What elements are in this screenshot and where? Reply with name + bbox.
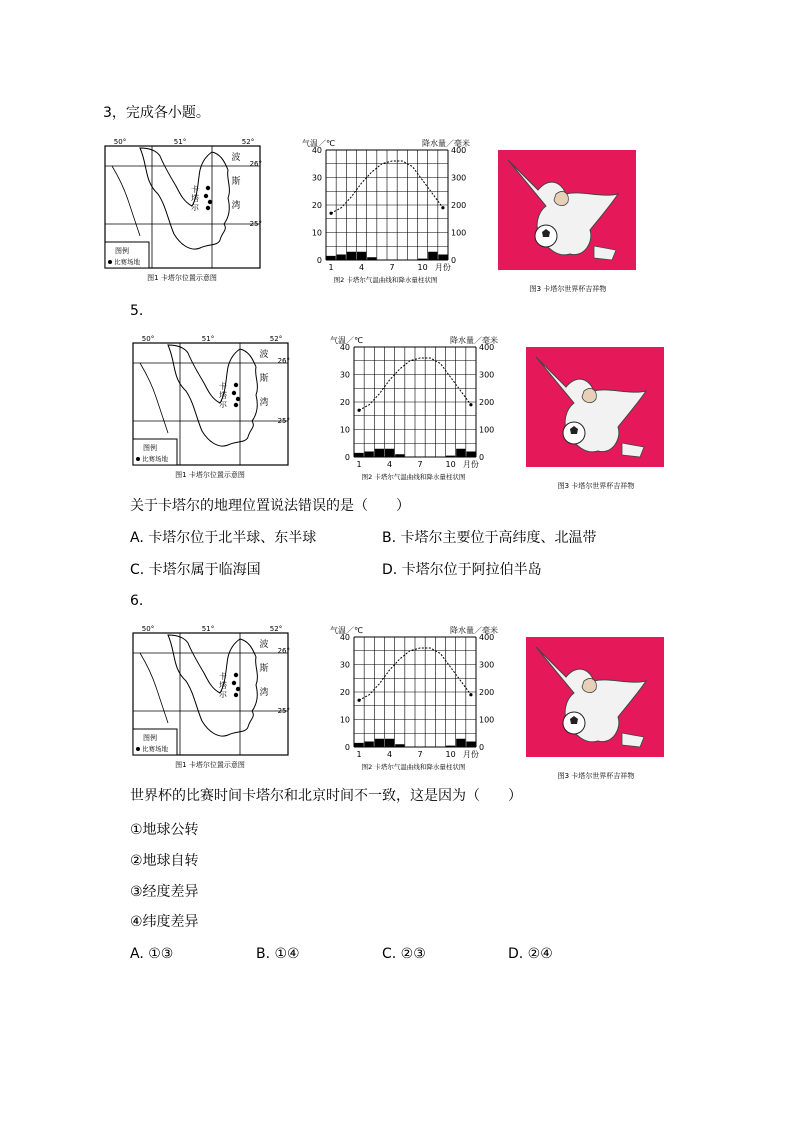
precip-bar bbox=[365, 452, 374, 458]
q6-item-1: ①地球公转 bbox=[130, 822, 199, 838]
chart-svg bbox=[298, 136, 473, 286]
left-tick-label: 40 bbox=[311, 146, 322, 155]
chart-caption: 图2 卡塔尔气温曲线和降水量柱状图 bbox=[333, 276, 438, 284]
right-tick-label: 400 bbox=[479, 633, 495, 642]
legend-dot bbox=[136, 747, 140, 751]
sea-label: 斯 bbox=[259, 374, 269, 384]
precip-bar bbox=[385, 739, 394, 747]
venue-dot bbox=[234, 693, 238, 697]
right-tick-label: 100 bbox=[479, 425, 495, 435]
legend-title: 图例 bbox=[143, 444, 157, 452]
chart-caption: 图2 卡塔尔气温曲线和降水量柱状图 bbox=[361, 763, 466, 771]
mascot-figure bbox=[526, 347, 666, 497]
country-label: 尔 bbox=[219, 400, 227, 409]
question-3-prefix: 3，完成各小题。 bbox=[103, 105, 210, 121]
right-tick-label: 300 bbox=[451, 173, 467, 183]
left-tick-label: 10 bbox=[339, 715, 350, 725]
q6-option-b[interactable]: B. ①④ bbox=[256, 946, 300, 962]
left-tick-label: 20 bbox=[339, 688, 350, 697]
right-tick-label: 0 bbox=[479, 743, 485, 752]
left-axis-title: 气温／℃ bbox=[302, 139, 335, 148]
left-tick-label: 40 bbox=[339, 343, 350, 352]
precip-bar bbox=[466, 452, 475, 458]
latitude-label: 25° bbox=[277, 417, 290, 425]
venue-dot bbox=[232, 681, 236, 685]
temperature-point bbox=[329, 212, 332, 215]
venue-dot bbox=[206, 206, 210, 210]
longitude-label: 52° bbox=[269, 335, 283, 343]
venue-dot bbox=[232, 391, 236, 395]
precip-bar bbox=[428, 252, 437, 260]
precip-bar bbox=[337, 255, 346, 261]
legend-dot bbox=[136, 457, 140, 461]
figure-group-2 bbox=[128, 333, 668, 490]
sea-label: 斯 bbox=[259, 664, 269, 674]
country-label: 卡 bbox=[219, 672, 227, 681]
latitude-label: 26° bbox=[277, 647, 290, 655]
temperature-point bbox=[357, 409, 360, 412]
precip-bar bbox=[355, 453, 364, 457]
legend-title: 图例 bbox=[115, 247, 129, 255]
precip-bar bbox=[418, 259, 427, 260]
mascot-svg bbox=[526, 637, 666, 787]
country-label: 尔 bbox=[191, 203, 199, 212]
x-axis-unit: 月份 bbox=[462, 460, 479, 469]
precip-bar bbox=[357, 252, 366, 260]
question-5-number: 5. bbox=[130, 303, 144, 319]
latitude-label: 25° bbox=[249, 220, 262, 228]
sea-label: 湾 bbox=[259, 688, 269, 698]
latitude-label: 26° bbox=[277, 357, 290, 365]
sea-label: 湾 bbox=[231, 201, 241, 211]
precip-bar bbox=[365, 742, 374, 748]
left-tick-label: 30 bbox=[311, 173, 322, 183]
precip-bar bbox=[327, 256, 336, 260]
chart-caption: 图2 卡塔尔气温曲线和降水量柱状图 bbox=[361, 473, 466, 481]
legend-item: 比赛场地 bbox=[142, 455, 168, 463]
mascot-face bbox=[554, 192, 568, 206]
venue-dot bbox=[206, 186, 210, 190]
venue-dot bbox=[234, 403, 238, 407]
x-tick-label: 1 bbox=[356, 460, 362, 469]
longitude-label: 52° bbox=[269, 625, 283, 633]
left-axis-title: 气温／℃ bbox=[330, 336, 363, 345]
chart-svg bbox=[326, 623, 501, 773]
mascot-caption: 图3 卡塔尔世界杯吉祥物 bbox=[529, 285, 607, 293]
chart-svg bbox=[326, 333, 501, 483]
legend-dot bbox=[108, 260, 112, 264]
q6-item-2: ②地球自转 bbox=[130, 853, 199, 869]
country-label: 尔 bbox=[219, 690, 227, 699]
q5-option-c[interactable]: C. 卡塔尔属于临海国 bbox=[130, 562, 261, 578]
right-axis-title: 降水量／毫米 bbox=[422, 139, 470, 148]
legend-item: 比赛场地 bbox=[142, 745, 168, 753]
climate-chart-figure bbox=[326, 623, 501, 773]
x-tick-label: 10 bbox=[417, 263, 428, 272]
map-caption: 图1 卡塔尔位置示意图 bbox=[175, 761, 245, 769]
longitude-label: 51° bbox=[201, 625, 215, 633]
latitude-label: 26° bbox=[249, 160, 262, 168]
precip-bar bbox=[456, 739, 465, 747]
country-label: 卡 bbox=[219, 382, 227, 391]
figure-group-3 bbox=[128, 623, 668, 780]
mascot-svg bbox=[498, 150, 638, 300]
left-tick-label: 10 bbox=[339, 425, 350, 435]
country-label: 塔 bbox=[219, 681, 227, 690]
map-figure bbox=[128, 623, 293, 773]
x-tick-label: 4 bbox=[359, 263, 365, 272]
right-tick-label: 200 bbox=[451, 201, 467, 210]
longitude-label: 52° bbox=[241, 138, 255, 146]
x-axis-unit: 月份 bbox=[434, 263, 451, 272]
precip-bar bbox=[466, 742, 475, 748]
right-tick-label: 200 bbox=[479, 398, 495, 407]
mascot-caption: 图3 卡塔尔世界杯吉祥物 bbox=[557, 772, 635, 780]
precip-bar bbox=[438, 255, 447, 261]
left-tick-label: 0 bbox=[344, 453, 350, 462]
precip-bar bbox=[375, 449, 384, 457]
longitude-label: 50° bbox=[141, 625, 155, 633]
longitude-label: 50° bbox=[141, 335, 155, 343]
x-tick-label: 1 bbox=[328, 263, 334, 272]
q6-option-c[interactable]: C. ②③ bbox=[382, 946, 426, 962]
question-6-number: 6. bbox=[130, 593, 144, 609]
venue-dot bbox=[234, 383, 238, 387]
right-tick-label: 400 bbox=[479, 343, 495, 352]
left-tick-label: 0 bbox=[344, 743, 350, 752]
x-axis-unit: 月份 bbox=[462, 750, 479, 759]
map-caption: 图1 卡塔尔位置示意图 bbox=[175, 471, 245, 479]
precip-bar bbox=[456, 449, 465, 457]
question-6-stem: 世界杯的比赛时间卡塔尔和北京时间不一致，这是因为（ ） bbox=[130, 788, 522, 804]
mascot-svg bbox=[526, 347, 666, 497]
mascot-caption: 图3 卡塔尔世界杯吉祥物 bbox=[557, 482, 635, 490]
precip-bar bbox=[395, 454, 404, 457]
mascot-figure bbox=[498, 150, 638, 300]
left-tick-label: 20 bbox=[339, 398, 350, 407]
question-5-stem: 关于卡塔尔的地理位置说法错误的是（ ） bbox=[130, 498, 410, 514]
right-tick-label: 300 bbox=[479, 660, 495, 670]
precip-bar bbox=[355, 743, 364, 747]
q5-option-d[interactable]: D. 卡塔尔位于阿拉伯半岛 bbox=[382, 562, 542, 578]
sea-label: 斯 bbox=[231, 177, 241, 187]
climate-chart-figure bbox=[326, 333, 501, 483]
x-tick-label: 4 bbox=[387, 460, 393, 469]
map-svg bbox=[100, 136, 265, 286]
country-label: 塔 bbox=[191, 194, 199, 203]
longitude-label: 50° bbox=[113, 138, 127, 146]
x-tick-label: 7 bbox=[417, 750, 423, 759]
x-tick-label: 7 bbox=[417, 460, 423, 469]
precip-bar bbox=[395, 744, 404, 747]
q5-option-a[interactable]: A. 卡塔尔位于北半球、东半球 bbox=[130, 530, 317, 546]
map-svg bbox=[128, 333, 293, 483]
x-tick-label: 1 bbox=[356, 750, 362, 759]
left-tick-label: 10 bbox=[311, 228, 322, 238]
right-tick-label: 100 bbox=[479, 715, 495, 725]
left-tick-label: 30 bbox=[339, 660, 350, 670]
venue-dot bbox=[208, 200, 212, 204]
q6-item-4: ④纬度差异 bbox=[130, 914, 199, 930]
legend-item: 比赛场地 bbox=[114, 258, 140, 266]
map-figure bbox=[128, 333, 293, 483]
precip-bar bbox=[385, 449, 394, 457]
sea-label: 波 bbox=[259, 640, 269, 650]
precip-bar bbox=[347, 252, 356, 260]
right-axis-title: 降水量／毫米 bbox=[450, 626, 498, 635]
right-tick-label: 0 bbox=[451, 256, 457, 265]
right-axis-title: 降水量／毫米 bbox=[450, 336, 498, 345]
venue-dot bbox=[236, 687, 240, 691]
venue-dot bbox=[236, 397, 240, 401]
q5-option-b[interactable]: B. 卡塔尔主要位于高纬度、北温带 bbox=[382, 530, 597, 546]
country-label: 卡 bbox=[191, 185, 199, 194]
x-tick-label: 4 bbox=[387, 750, 393, 759]
sea-label: 波 bbox=[259, 350, 269, 360]
temperature-point bbox=[469, 693, 472, 696]
right-tick-label: 0 bbox=[479, 453, 485, 462]
temperature-point bbox=[441, 206, 444, 209]
climate-chart-figure bbox=[298, 136, 473, 286]
left-tick-label: 20 bbox=[311, 201, 322, 210]
latitude-label: 25° bbox=[277, 707, 290, 715]
mascot-face bbox=[582, 679, 596, 693]
map-svg bbox=[128, 623, 293, 773]
q6-option-d[interactable]: D. ②④ bbox=[508, 946, 553, 962]
mascot-face bbox=[582, 389, 596, 403]
right-tick-label: 400 bbox=[451, 146, 467, 155]
q6-item-3: ③经度差异 bbox=[130, 884, 199, 900]
right-tick-label: 200 bbox=[479, 688, 495, 697]
temperature-point bbox=[469, 403, 472, 406]
x-tick-label: 10 bbox=[445, 750, 456, 759]
sea-label: 波 bbox=[231, 153, 241, 163]
venue-dot bbox=[204, 194, 208, 198]
left-tick-label: 0 bbox=[316, 256, 322, 265]
precip-bar bbox=[375, 739, 384, 747]
precip-bar bbox=[446, 456, 455, 457]
q6-option-a[interactable]: A. ①③ bbox=[130, 946, 174, 962]
map-figure bbox=[100, 136, 265, 286]
figure-group-1 bbox=[100, 136, 640, 293]
precip-bar bbox=[367, 257, 376, 260]
longitude-label: 51° bbox=[173, 138, 187, 146]
venue-dot bbox=[234, 673, 238, 677]
temperature-point bbox=[357, 699, 360, 702]
x-tick-label: 7 bbox=[389, 263, 395, 272]
country-label: 塔 bbox=[219, 391, 227, 400]
left-axis-title: 气温／℃ bbox=[330, 626, 363, 635]
left-tick-label: 30 bbox=[339, 370, 350, 380]
right-tick-label: 300 bbox=[479, 370, 495, 380]
legend-title: 图例 bbox=[143, 734, 157, 742]
precip-bar bbox=[446, 746, 455, 747]
longitude-label: 51° bbox=[201, 335, 215, 343]
sea-label: 湾 bbox=[259, 398, 269, 408]
map-caption: 图1 卡塔尔位置示意图 bbox=[147, 274, 217, 282]
x-tick-label: 10 bbox=[445, 460, 456, 469]
left-tick-label: 40 bbox=[339, 633, 350, 642]
right-tick-label: 100 bbox=[451, 228, 467, 238]
mascot-figure bbox=[526, 637, 666, 787]
